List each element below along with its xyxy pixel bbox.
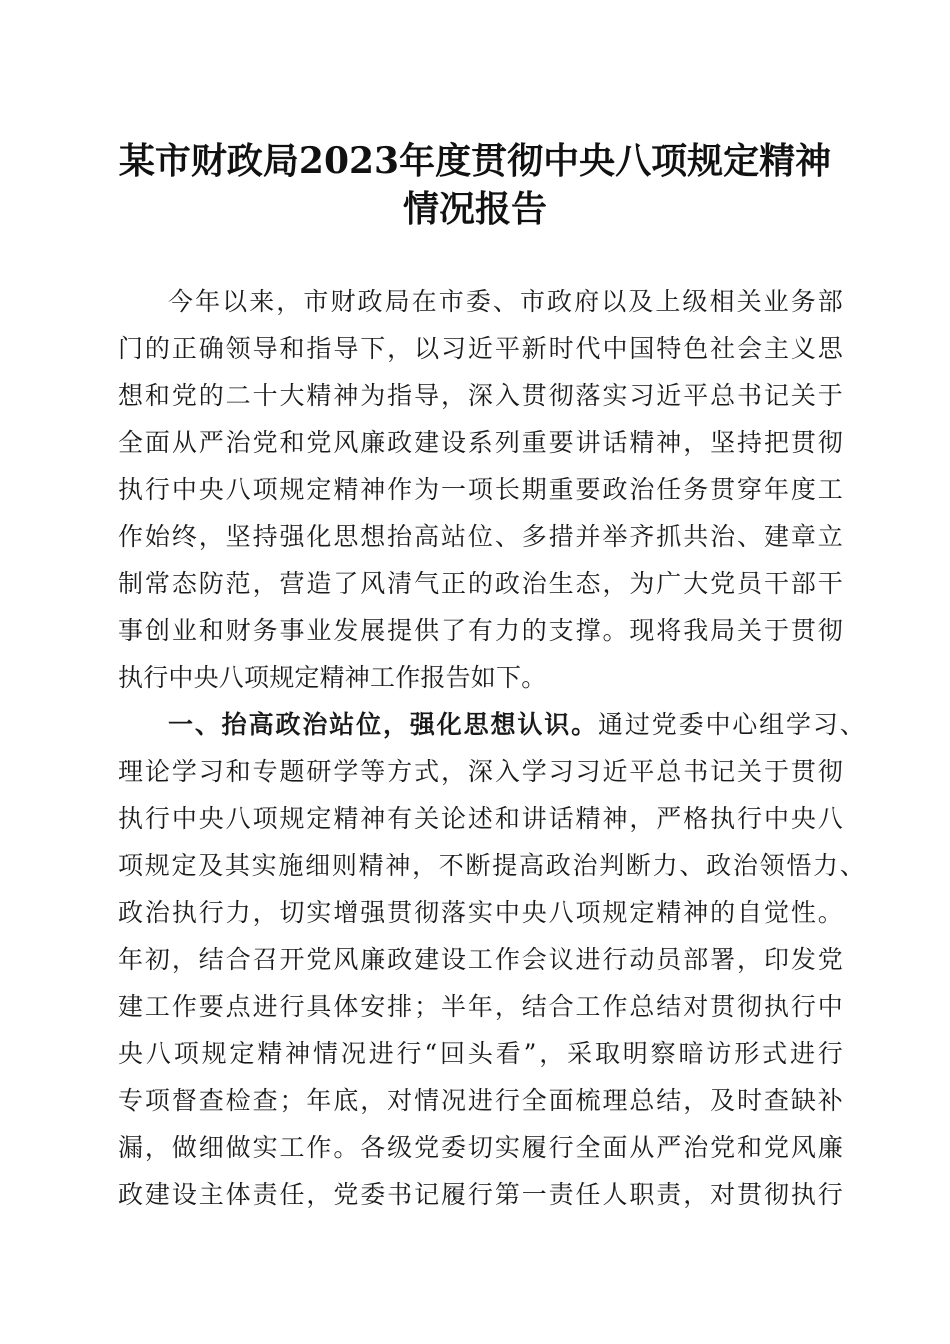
section-1-line: 专项督查检查；年底，对情况进行全面梳理总结，及时查缺补 [118, 1086, 843, 1115]
section-1-first-line-text: 通过党委中心组学习、 [597, 710, 865, 739]
section-1-line: 政治执行力，切实增强贯彻落实中央八项规定精神的自觉性。 [118, 898, 843, 927]
section-1-line: 漏，做细做实工作。各级党委切实履行全面从严治党和党风廉 [118, 1133, 843, 1162]
intro-line: 执行中央八项规定精神工作报告如下。 [118, 663, 547, 692]
intro-line: 制常态防范，营造了风清气正的政治生态，为广大党员干部干 [118, 569, 843, 598]
section-1-heading: 一、抬高政治站位，强化思想认识。 [168, 710, 598, 739]
intro-line: 全面从严治党和党风廉政建设系列重要讲话精神，坚持把贯彻 [118, 428, 843, 457]
intro-line: 今年以来，市财政局在市委、市政府以及上级相关业务部 [168, 287, 843, 316]
section-1-line: 央八项规定精神情况进行“回头看”，采取明察暗访形式进行 [118, 1039, 843, 1068]
intro-line: 作始终，坚持强化思想抬高站位、多措并举齐抓共治、建章立 [118, 522, 843, 551]
section-1-line: 年初，结合召开党风廉政建设工作会议进行动员部署，印发党 [118, 945, 843, 974]
section-1-line: 执行中央八项规定精神有关论述和讲话精神，严格执行中央八 [118, 804, 843, 833]
document-body [118, 278, 865, 1218]
intro-line: 事创业和财务事业发展提供了有力的支撑。现将我局关于贯彻 [118, 616, 843, 645]
section-1-line: 政建设主体责任，党委书记履行第一责任人职责，对贯彻执行 [118, 1180, 843, 1209]
section-1-line: 建工作要点进行具体安排；半年，结合工作总结对贯彻执行中 [118, 992, 843, 1021]
section-1-first-line [118, 701, 865, 748]
intro-line: 门的正确领导和指导下，以习近平新时代中国特色社会主义思 [118, 334, 843, 363]
section-1-line: 项规定及其实施细则精神，不断提高政治判断力、政治领悟力、 [118, 851, 865, 880]
intro-line: 想和党的二十大精神为指导，深入贯彻落实习近平总书记关于 [118, 381, 843, 410]
document-title-line-2: 情况报告 [402, 188, 547, 230]
intro-line: 执行中央八项规定精神作为一项长期重要政治任务贯穿年度工 [118, 475, 843, 504]
section-1-line: 理论学习和专题研学等方式，深入学习习近平总书记关于贯彻 [118, 757, 843, 786]
document-title-line-1: 某市财政局2023年度贯彻中央八项规定精神 [118, 140, 832, 182]
